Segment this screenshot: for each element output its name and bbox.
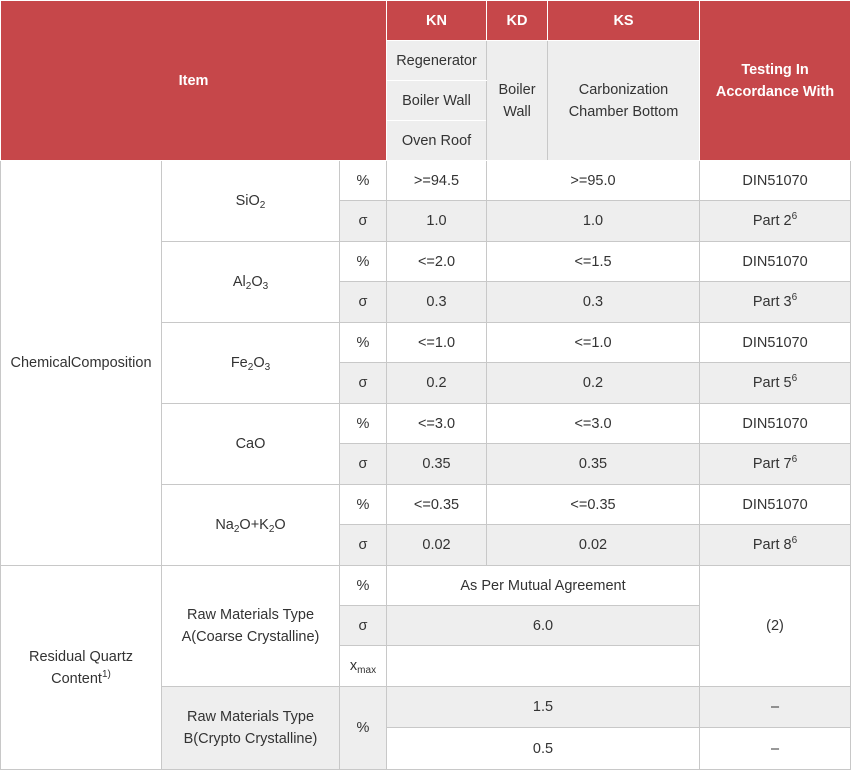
- unit-pct: %: [340, 566, 387, 606]
- item-na2o-k2o: $Na_2O+K_2O$: [162, 485, 340, 566]
- type-b-value-1: 1.5: [387, 687, 700, 728]
- test-part: Part $7^6$: [700, 444, 851, 485]
- header-testing: Testing In Accordance With: [700, 1, 851, 161]
- value-kn: >=94.5: [387, 161, 487, 201]
- unit-xmax: $x_{max}$: [340, 646, 387, 687]
- type-b-test-2: –: [700, 728, 851, 770]
- value-kn: <=1.0: [387, 323, 487, 363]
- type-a-test: (2): [700, 566, 851, 687]
- raw-materials-type-a: Raw Materials Type A(Coarse Crystalline): [162, 566, 340, 687]
- value-kn: <=2.0: [387, 242, 487, 282]
- unit-pct: %: [340, 323, 387, 363]
- value-kd-ks: <=3.0: [487, 404, 700, 444]
- header-kn: KN: [387, 1, 487, 41]
- test-part: Part $3^6$: [700, 282, 851, 323]
- value-kd-ks: 0.35: [487, 444, 700, 485]
- unit-sigma: σ: [340, 606, 387, 646]
- test-standard: DIN51070: [700, 323, 851, 363]
- value-kn: <=0.35: [387, 485, 487, 525]
- value-kd-ks: 0.02: [487, 525, 700, 566]
- item-fe2o3: $Fe_2O_3$: [162, 323, 340, 404]
- header-item: Item: [1, 1, 387, 161]
- type-b-test-1: –: [700, 687, 851, 728]
- item-al2o3: $Al_2O_3$: [162, 242, 340, 323]
- unit-sigma: σ: [340, 282, 387, 323]
- type-a-sigma-value: 6.0: [387, 606, 700, 646]
- test-part: Part $5^6$: [700, 363, 851, 404]
- chemical-composition-label: ChemicalComposition: [1, 161, 162, 566]
- header-ks: KS: [548, 1, 700, 41]
- residual-quartz-label: Residual Quartz Content$^{1)}$: [1, 566, 162, 770]
- header-kd: KD: [487, 1, 548, 41]
- kn-sub-oven-roof: Oven Roof: [387, 121, 487, 161]
- unit-pct: %: [340, 242, 387, 282]
- ks-sub: Carbonization Chamber Bottom: [548, 41, 700, 161]
- value-kd-ks: 1.0: [487, 201, 700, 242]
- test-part: Part $8^6$: [700, 525, 851, 566]
- value-kd-ks: <=0.35: [487, 485, 700, 525]
- kd-sub: Boiler Wall: [487, 41, 548, 161]
- item-cao: CaO: [162, 404, 340, 485]
- unit-pct: %: [340, 485, 387, 525]
- unit-pct: %: [340, 404, 387, 444]
- unit-sigma: σ: [340, 444, 387, 485]
- value-kn: <=3.0: [387, 404, 487, 444]
- value-kn: 0.02: [387, 525, 487, 566]
- value-kd-ks: <=1.0: [487, 323, 700, 363]
- unit-pct: %: [340, 161, 387, 201]
- type-b-value-2: 0.5: [387, 728, 700, 770]
- item-sio2: SiO$_2$: [162, 161, 340, 242]
- value-kd-ks: >=95.0: [487, 161, 700, 201]
- test-standard: DIN51070: [700, 485, 851, 525]
- unit-sigma: σ: [340, 201, 387, 242]
- raw-materials-type-b: Raw Materials Type B(Crypto Crystalline): [162, 687, 340, 770]
- value-kn: 0.2: [387, 363, 487, 404]
- test-standard: DIN51070: [700, 242, 851, 282]
- unit-sigma: σ: [340, 363, 387, 404]
- kn-sub-boiler-wall: Boiler Wall: [387, 81, 487, 121]
- test-part: Part $2^6$: [700, 201, 851, 242]
- test-standard: DIN51070: [700, 161, 851, 201]
- value-kd-ks: 0.2: [487, 363, 700, 404]
- kn-sub-regenerator: Regenerator: [387, 41, 487, 81]
- value-kn: 1.0: [387, 201, 487, 242]
- value-kd-ks: <=1.5: [487, 242, 700, 282]
- value-kd-ks: 0.3: [487, 282, 700, 323]
- value-kn: 0.3: [387, 282, 487, 323]
- type-a-pct-value: As Per Mutual Agreement: [387, 566, 700, 606]
- unit-sigma: σ: [340, 525, 387, 566]
- type-a-xmax-value: [387, 646, 700, 687]
- value-kn: 0.35: [387, 444, 487, 485]
- test-standard: DIN51070: [700, 404, 851, 444]
- unit-pct: %: [340, 687, 387, 770]
